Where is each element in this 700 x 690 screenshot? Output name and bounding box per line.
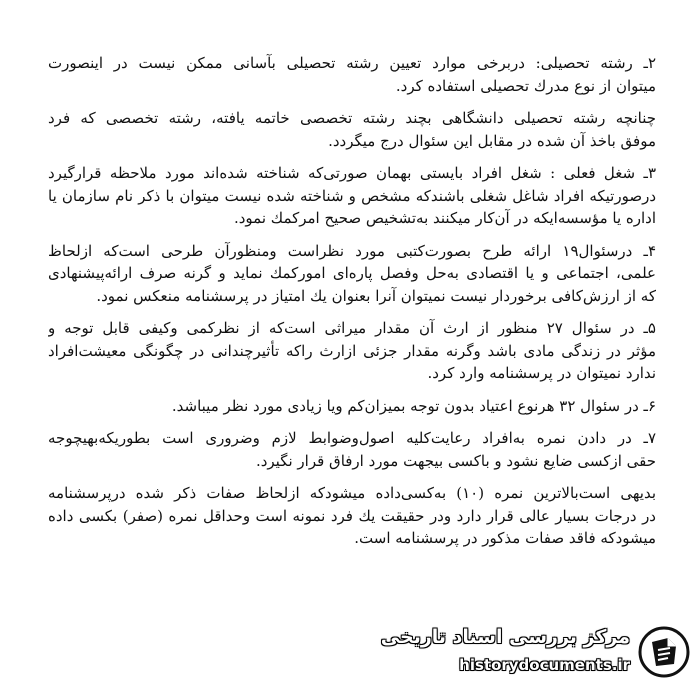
paragraph-2: [48, 107, 656, 152]
text-line: اداره یا مؤسسه‌ایکه در آن‌کار میکنند به‌تشخیص صحیح امرکمك نمود.: [233, 209, 656, 227]
text-line: میتوان از نوع مدرك تحصیلی استفاده کرد.: [395, 76, 656, 95]
text-line: که از ارزش‌کافی برخوردار نیست نمیتوان آنرا بعنوان یك امتیاز در پرسشنامه منعکس نمود.: [96, 286, 656, 305]
paragraph-6: [48, 395, 656, 418]
text-line: بدیهی است‌بالاترین نمره (۱۰) به‌کسی‌داده میشودکه ازلحاظ صفات ذکر شده درپرسشنامه: [48, 484, 656, 502]
text-line: علمی، اجتماعی و یا اقتصادی به‌حل وفصل پاره‌ای امورکمك نماید و گرنه صرف ارائه‌پیشنهادی: [48, 264, 656, 282]
text-line: ۶ـ در سئوال ۳۲ هرنوع اعتیاد بدون توجه بمیزان‌کم ویا زیادی مورد نظر میباشد.: [171, 396, 656, 415]
text-line: حقی ازکسی ضایع نشود و باکسی بیجهت مورد ارفاق قرار نگیرد.: [255, 451, 656, 470]
document-page: [48, 52, 656, 550]
watermark: [380, 624, 690, 682]
text-line: میشودکه فاقد صفات مذکور در پرسشنامه است.: [354, 529, 656, 547]
watermark-url: historydocuments.ir: [459, 656, 630, 674]
text-line: چنانچه رشته تحصیلی دانشگاهی بچند رشته تخصصی خاتمه یافته، رشته تخصصی که فرد: [48, 109, 656, 127]
text-line: مؤثر در زندگی مادی باشد وگرنه مقدار جزئی ازارث راکه تأثیرچندانی در چگونگی معیشت‌افراد: [48, 341, 656, 360]
text-line: موفق باخذ آن شده در مقابل این سئوال درج میگردد.: [328, 131, 656, 150]
text-line: ۳ـ شغل فعلی : شغل افراد بایستی بهمان صورتی‌که شناخته شده‌اند مورد ملاحظه قرارگیرد: [48, 164, 656, 182]
text-line: ندارد نمیتوان در پرسشنامه وارد کرد.: [427, 364, 656, 382]
paragraph-7: [48, 427, 656, 472]
paragraph-1: [48, 52, 656, 97]
paragraph-5: [48, 317, 656, 385]
text-line: در درجات بسیار عالی قرار دارد ودر حقیقت یك فرد نمونه است وحداقل نمره (صفر) بکسی داده: [48, 506, 656, 525]
paragraph-8: [48, 482, 656, 550]
paragraph-3: [48, 162, 656, 230]
paragraph-4: [48, 240, 656, 308]
text-line: ۵ـ در سئوال ۲۷ منظور از ارث آن مقدار میراثی است‌که از نظرکمی وکیفی قابل توجه و: [48, 319, 656, 337]
text-line: ۷ـ در دادن نمره به‌افراد رعایت‌کلیه اصول‌وضوابط لازم وضروری است بطوریکه‌بهیچوجه: [48, 429, 656, 447]
document-archive-icon: [638, 626, 690, 678]
text-line: درصورتیکه افراد شاغل شغلی باشندکه مشخص و شناخته شده نیست میتوان با ذکر نام سازمان یا: [48, 186, 656, 205]
watermark-title: مرکز بررسی اسناد تاریخی: [380, 626, 630, 648]
text-line: ۲ـ رشته تحصیلی: دربرخی موارد تعیین رشته تحصیلی بآسانی ممکن نیست در اینصورت: [48, 54, 656, 72]
text-line: ۴ـ درسئوال۱۹ ارائه طرح بصورت‌کتبی مورد نظراست ومنظورآن طرحی است‌که ازلحاظ: [48, 241, 656, 260]
